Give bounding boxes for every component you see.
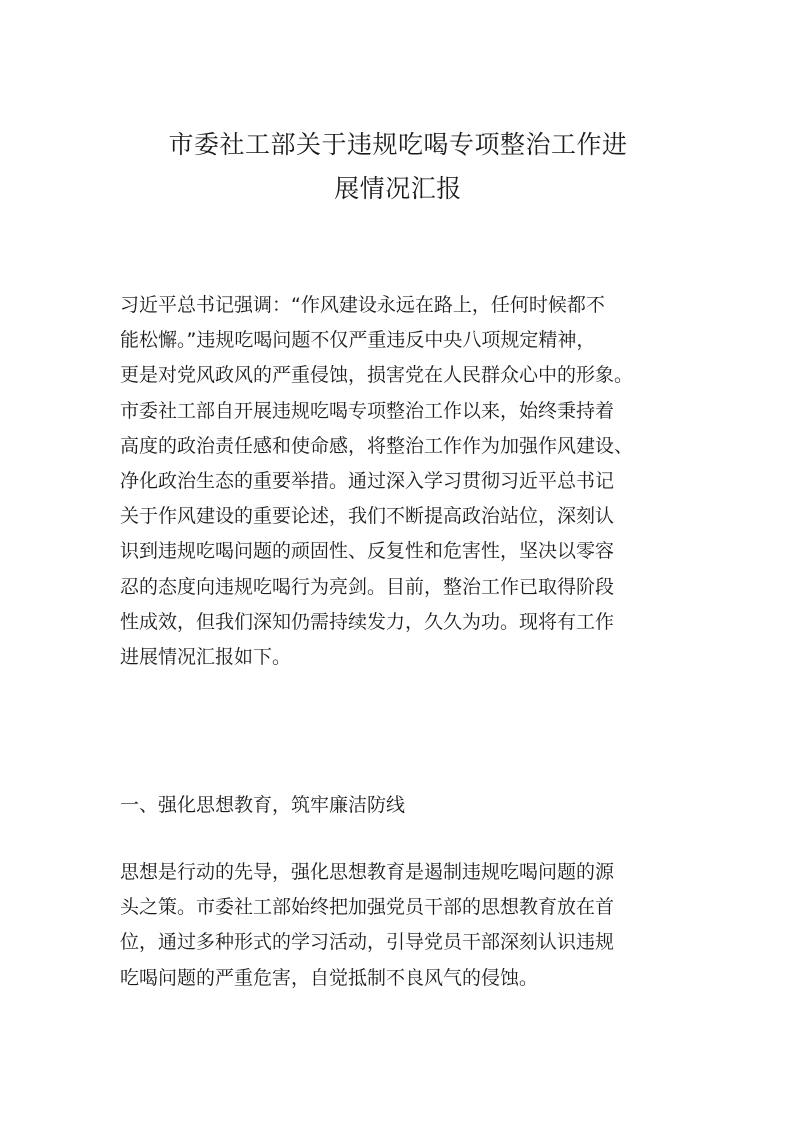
paragraph-line: 关于作风建设的重要论述，我们不断提高政治站位，深刻认 (120, 505, 615, 528)
paragraph-line: 净化政治生态的重要举措。通过深入学习贯彻习近平总书记 (120, 470, 615, 493)
paragraph-line: 位，通过多种形式的学习活动，引导党员干部深刻认识违规 (120, 931, 615, 954)
section-paragraph (120, 855, 680, 996)
intro-paragraph (120, 288, 680, 675)
paragraph-line: 市委社工部自开展违规吃喝专项整治工作以来，始终秉持着 (120, 399, 615, 422)
paragraph-line: 进展情况汇报如下。 (120, 646, 292, 669)
section-heading-text: 一、强化思想教育，筑牢廉洁防线 (120, 794, 406, 816)
title-line: 市委社工部关于违规吃喝专项整治工作进 (168, 130, 628, 159)
paragraph-line: 习近平总书记强调：“作风建设永远在路上，任何时候都不 (120, 294, 605, 316)
paragraph-line: 忍的态度向违规吃喝行为亮剑。目前，整治工作已取得阶段 (120, 575, 615, 598)
paragraph-line: 思想是行动的先导，强化思想教育是遏制违规吃喝问题的源 (120, 861, 615, 883)
document-title (118, 123, 678, 211)
paragraph-line: 吃喝问题的严重危害，自觉抵制不良风气的侵蚀。 (120, 966, 539, 989)
paragraph-line: 头之策。市委社工部始终把加强党员干部的思想教育放在首 (120, 896, 615, 919)
section-heading (120, 788, 680, 823)
paragraph-line: 能松懈。”违规吃喝问题不仅严重违反中央八项规定精神， (120, 329, 596, 352)
title-line: 展情况汇报 (334, 174, 462, 203)
paragraph-line: 性成效，但我们深知仍需持续发力，久久为功。现将有工作 (120, 610, 615, 633)
paragraph-line: 高度的政治责任感和使命感，将整治工作作为加强作风建设、 (120, 434, 634, 457)
paragraph-line: 识到违规吃喝问题的顽固性、反复性和危害性，坚决以零容 (120, 540, 615, 563)
paragraph-line: 更是对党风政风的严重侵蚀，损害党在人民群众心中的形象。 (120, 364, 634, 387)
